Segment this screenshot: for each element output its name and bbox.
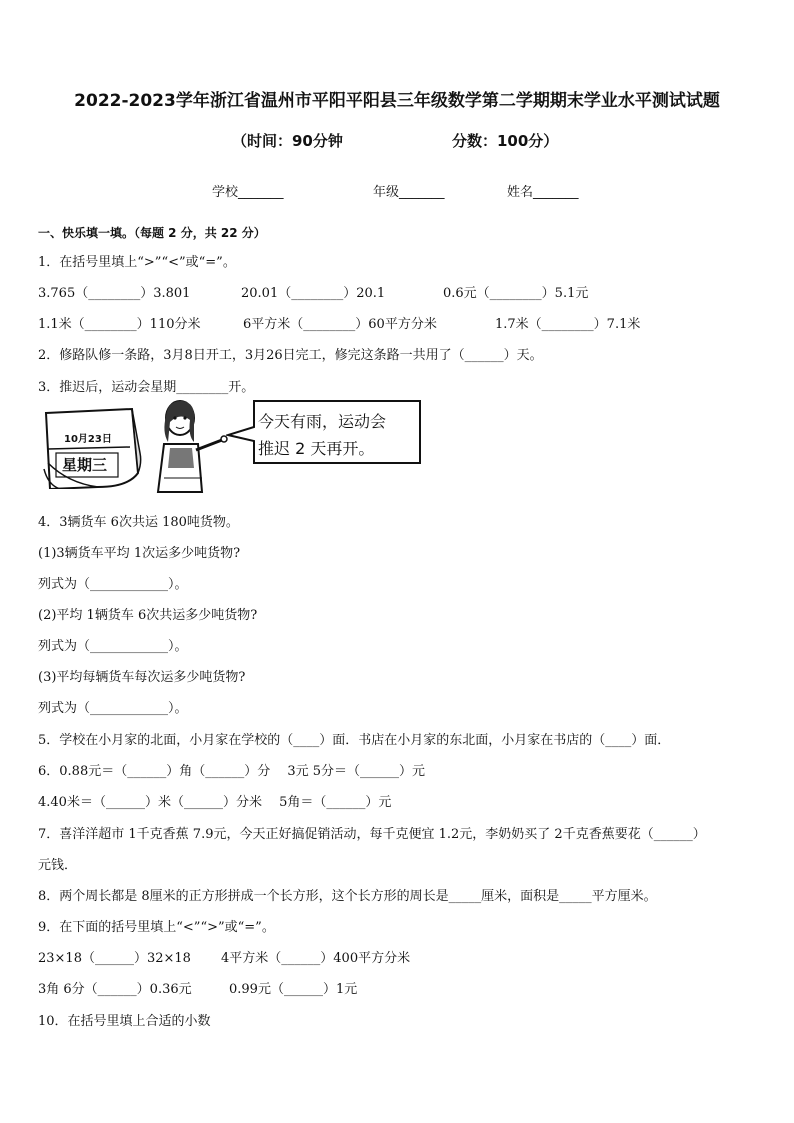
- q1-item: 6平方米（________）60平方分米: [243, 317, 437, 332]
- q1-item: 3.765（________）3.801: [38, 286, 191, 301]
- exam-time: （时间：90分钟: [232, 132, 343, 150]
- q1-item: 1.1米（________）110分米: [38, 317, 201, 332]
- speech-bubble-text: [258, 408, 422, 462]
- speech-line: 今天有雨，运动会: [258, 412, 387, 431]
- q7-text: 7．喜洋洋超市 1千克香蕉 7.9元，今天正好搞促销活动，每千克便宜 1.2元，李奶奶买了 2千克香蕉要花（______）: [38, 827, 706, 842]
- exam-score: 分数：100分）: [452, 132, 559, 150]
- q4-answer: 列式为（____________）。: [38, 577, 188, 592]
- q9-item: 0.99元（______）1元: [229, 982, 358, 997]
- q1-item: 0.6元（________）5.1元: [443, 286, 589, 301]
- speech-line: 推迟 2 天再开。: [258, 439, 375, 458]
- q4-part: (1)3辆货车平均 1次运多少吨货物?: [38, 546, 241, 561]
- q6-row: 4.40米＝（______）米（______）分米 5角＝（______）元: [38, 795, 392, 810]
- q1-item: 20.01（________）20.1: [241, 286, 386, 301]
- q5-text: 5．学校在小月家的北面，小月家在学校的（____）面．书店在小月家的东北面，小月家在书店的（____）面．: [38, 733, 671, 748]
- q10-text: 10．在括号里填上合适的小数: [38, 1014, 211, 1029]
- q4-answer: 列式为（____________）。: [38, 701, 188, 716]
- calendar-date: 10月23日: [64, 434, 112, 445]
- q9-item: 4平方米（______）400平方分米: [221, 951, 411, 966]
- page-title: 2022-2023学年浙江省温州市平阳平阳县三年级数学第二学期期末学业水平测试试题: [74, 91, 720, 111]
- q4-part: (2)平均 1辆货车 6次共运多少吨货物?: [38, 608, 258, 623]
- q3-stem: 3．推迟后，运动会星期________开。: [38, 380, 255, 395]
- section-heading: 一、快乐填一填。（每题 2 分，共 22 分）: [38, 226, 266, 240]
- q8-text: 8．两个周长都是 8厘米的正方形拼成一个长方形，这个长方形的周长是_____厘米，面积是_____平方厘米。: [38, 889, 657, 904]
- q1-item: 1.7米（________）7.1米: [495, 317, 641, 332]
- q2-text: 2．修路队修一条路，3月8日开工，3月26日完工，修完这条路一共用了（______）天。: [38, 348, 543, 363]
- calendar-day: 星期三: [62, 456, 108, 474]
- q9-item: 3角 6分（______）0.36元: [38, 982, 192, 997]
- q6-row: 6．0.88元＝（______）角（______）分 3元 5分＝（______）元: [38, 764, 426, 779]
- grade-field[interactable]: 年级_______: [373, 185, 445, 200]
- q4-answer: 列式为（____________）。: [38, 639, 188, 654]
- calendar-illustration: [38, 403, 142, 489]
- school-field[interactable]: 学校_______: [212, 185, 284, 200]
- q1-stem: 1．在括号里填上“>”“<”或“=”。: [38, 255, 236, 270]
- q9-stem: 9．在下面的括号里填上“<”“>”或“=”。: [38, 920, 275, 935]
- q7-text: 元钱．: [38, 858, 78, 873]
- q4-stem: 4．3辆货车 6次共运 180吨货物。: [38, 515, 239, 530]
- q4-part: (3)平均每辆货车每次运多少吨货物?: [38, 670, 246, 685]
- name-field[interactable]: 姓名_______: [507, 185, 579, 200]
- teacher-illustration: [150, 398, 234, 494]
- q9-item: 23×18（______）32×18: [38, 951, 191, 966]
